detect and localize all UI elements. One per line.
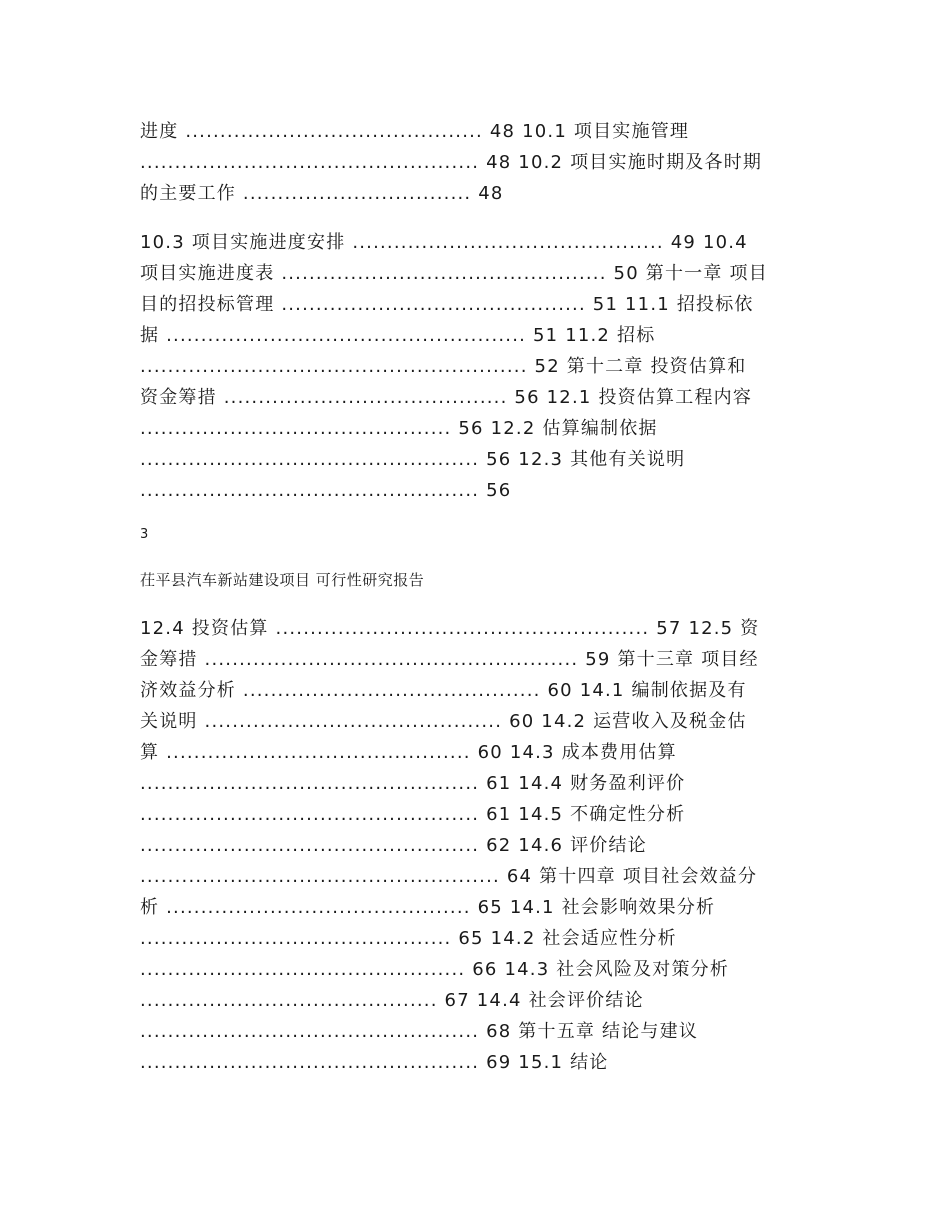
toc-line: 关说明 ........................................... 60 14.2 运营收入及税金估 — [140, 711, 747, 732]
toc-line: .................................................... 64 第十四章 项目社会效益分 — [140, 866, 758, 887]
toc-line: ............................................. 56 12.2 估算编制依据 — [140, 418, 658, 439]
toc-line: 资金筹措 ......................................... 56 12.1 投资估算工程内容 — [140, 387, 753, 408]
toc-line: ................................................. 68 第十五章 结论与建议 — [140, 1021, 699, 1042]
toc-line: 的主要工作 ................................. 48 — [140, 183, 504, 204]
toc-line: ................................................. 61 14.4 财务盈利评价 — [140, 773, 686, 794]
running-header: 茌平县汽车新站建设项目 可行性研究报告 — [140, 571, 425, 589]
toc-line: ................................................. 61 14.5 不确定性分析 — [140, 804, 686, 825]
toc-block-2 — [140, 613, 820, 1078]
toc-line: ................................................. 62 14.6 评价结论 — [140, 835, 647, 856]
toc-line: ........................................................ 52 第十二章 投资估算和 — [140, 356, 747, 377]
toc-line: ................................................. 69 15.1 结论 — [140, 1052, 609, 1073]
toc-line: 进度 ........................................... 48 10.1 项目实施管理 — [140, 121, 690, 142]
toc-line: ................................................. 56 — [140, 480, 512, 501]
toc-line: 金筹措 ...................................................... 59 第十三章 项目经 — [140, 649, 759, 670]
toc-line: 10.3 项目实施进度安排 ............................................. 49 10.4 — [140, 232, 748, 253]
toc-block-1b — [140, 227, 820, 506]
toc-line: 据 .................................................... 51 11.2 招标 — [140, 325, 656, 346]
toc-block-1a — [140, 116, 820, 209]
toc-line: ................................................. 48 10.2 项目实施时期及各时期 — [140, 152, 763, 173]
toc-line: ............................................... 66 14.3 社会风险及对策分析 — [140, 959, 730, 980]
toc-line: 目的招投标管理 ............................................ 51 11.1 招投标依 — [140, 294, 754, 315]
toc-line: ................................................. 56 12.3 其他有关说明 — [140, 449, 686, 470]
toc-line: 12.4 投资估算 ...................................................... 57 12.5 资 — [140, 618, 760, 639]
toc-line: 济效益分析 ........................................... 60 14.1 编制依据及有 — [140, 680, 747, 701]
toc-line: 析 ............................................ 65 14.1 社会影响效果分析 — [140, 897, 716, 918]
toc-line: ........................................... 67 14.4 社会评价结论 — [140, 990, 644, 1011]
toc-line: 算 ............................................ 60 14.3 成本费用估算 — [140, 742, 677, 763]
toc-line: ............................................. 65 14.2 社会适应性分析 — [140, 928, 677, 949]
page-number: 3 — [140, 527, 149, 542]
toc-line: 项目实施进度表 ............................................... 50 第十一章 项目 — [140, 263, 768, 284]
